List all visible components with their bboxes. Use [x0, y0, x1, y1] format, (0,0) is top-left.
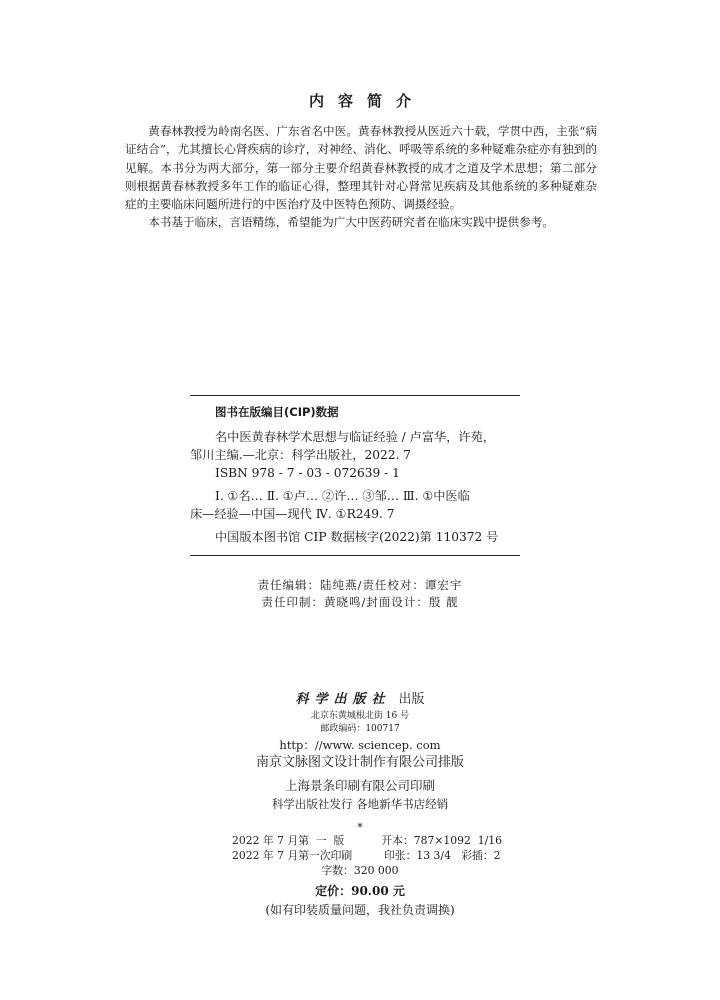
edition-specs [232, 833, 502, 878]
publisher-logo: 科学出版社 [295, 692, 391, 707]
separator-asterisk: * [357, 821, 363, 834]
publisher-url: http：//www. sciencep. com [279, 738, 441, 752]
sheets-info: 印张：13 3/4 彩插：2 [384, 849, 501, 862]
quality-notice: (如有印装质量问题，我社负责调换) [265, 903, 455, 917]
publisher-postcode: 邮政编码：100717 [320, 724, 400, 734]
credits-line: 责任印制：黄晓鸣/封面设计：殷 靓 [261, 594, 459, 609]
cip-entry-line: 邹川主编.—北京：科学出版社，2022. 7 [190, 448, 412, 462]
summary-paragraph: 黄春林教授为岭南名医、广东省名中医。黄春林教授从医近六十载，学贯中西，主张“病证结合”，尤其擅长心肾疾病的诊疗，对神经、消化、呼吸等系统的多种疑难杂症亦有独到的见解。本书分为两大部分，第一部分主要介绍黄春林教授的成才之道及学术思想；第二部分则根据黄春林教授多年工作的临证心得，整理其针对心肾常见疾病及其他系统的多种疑难杂症的主要临床问题所进行的中医治疗及中医特色预防、调摄经验。 [125, 124, 597, 212]
cip-isbn: ISBN 978 - 7 - 03 - 072639 - 1 [215, 466, 400, 480]
summary-title: 内容简介 [308, 92, 425, 110]
cip-entry-line: 名中医黄春林学术思想与临证经验 / 卢富华，许苑， [215, 430, 495, 444]
publisher-address: 北京东黄城根北街 16 号 [310, 711, 410, 721]
cip-record-number: 中国版本图书馆 CIP 数据核字(2022)第 110372 号 [215, 530, 499, 544]
publisher-info [0, 690, 720, 754]
spec-row [232, 848, 502, 863]
editorial-credits [0, 577, 720, 610]
impression-info: 2022 年 7 月第一次印刷 [232, 849, 353, 862]
printer-info [0, 753, 720, 836]
summary-paragraph: 本书基于临床，言语精练，希望能为广大中医药研究者在临床实践中提供参考。 [148, 215, 554, 230]
cip-classification: Ⅰ. ①名… Ⅱ. ①卢… ②许… ③邹… Ⅲ. ①中医临 [215, 489, 470, 503]
summary-body [125, 122, 597, 232]
cip-heading: 图书在版编目(CIP)数据 [215, 405, 339, 419]
cip-classification: 床—经验—中国—现代 Ⅳ. ①R249. 7 [190, 507, 395, 521]
credits-line: 责任编辑：陆纯燕/责任校对：谭宏宇 [257, 578, 463, 592]
format-info: 开本：787×1092 1/16 [381, 834, 502, 847]
publisher-brand [0, 690, 720, 710]
publisher-suffix: 出版 [398, 692, 425, 707]
distribution-line: 科学出版社发行 各地新华书店经销 [271, 797, 449, 811]
typesetting-line: 南京文脉图文设计制作有限公司排版 [255, 755, 464, 770]
price: 定价：90.00 元 [315, 884, 405, 898]
edition-info: 2022 年 7 月第 一 版 [232, 834, 345, 847]
spec-row [232, 833, 502, 848]
printing-line: 上海景条印刷有限公司印刷 [284, 778, 435, 793]
word-count: 字数：320 000 [321, 864, 399, 877]
cip-data-block [190, 395, 520, 556]
